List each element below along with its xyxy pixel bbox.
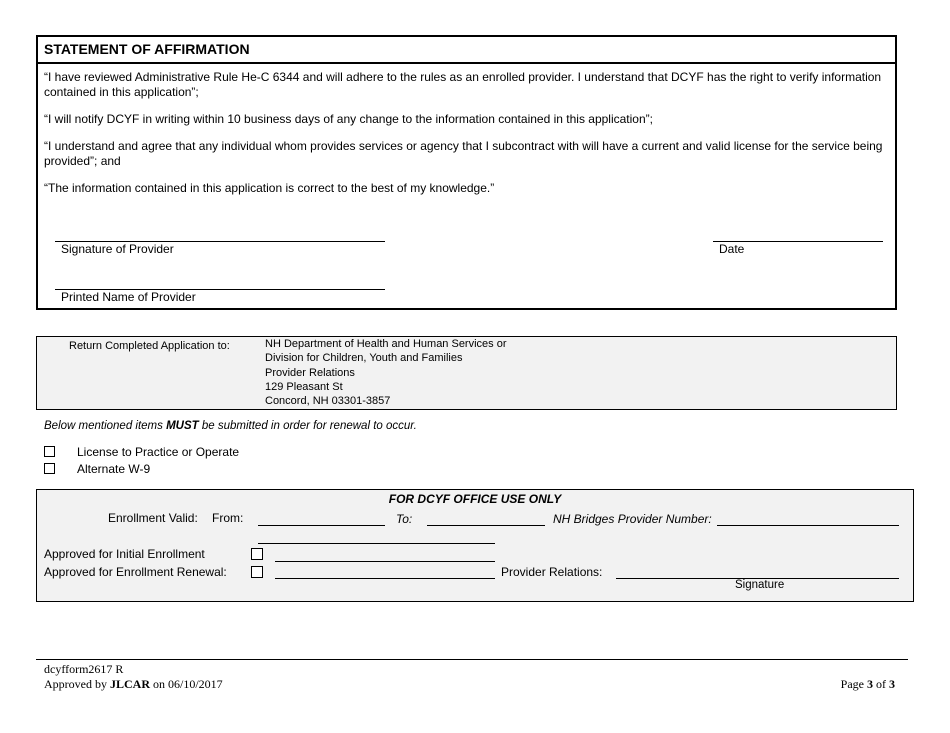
renewal-note-bold: MUST — [166, 420, 199, 432]
printed-name-label: Printed Name of Provider — [61, 290, 196, 304]
affirmation-paragraph-3: “I understand and agree that any individual whom provides services or agency that I subcontract with will have a current and valid license for the service being provided”; and — [44, 139, 883, 168]
affirmation-paragraph-2: “I will notify DCYF in writing within 10 business days of any change to the information contained in this application”; — [44, 112, 653, 126]
address-line: Provider Relations — [265, 366, 355, 379]
initial-enrollment-field[interactable] — [275, 561, 495, 562]
affirmation-section — [36, 35, 897, 310]
initial-enrollment-field-top[interactable] — [258, 543, 495, 544]
office-use-box — [36, 489, 914, 602]
signature-label: Signature of Provider — [61, 242, 174, 256]
address-line: Concord, NH 03301-3857 — [265, 395, 391, 408]
page-number — [841, 677, 895, 692]
affirmation-paragraph-4: “The information contained in this application is correct to the best of my knowledge.” — [44, 181, 495, 195]
page-pre: Page — [840, 677, 867, 691]
initial-enrollment-label: Approved for Initial Enrollment — [44, 547, 205, 561]
return-address — [265, 337, 507, 408]
page-total: 3 — [889, 677, 895, 691]
date-label: Date — [719, 242, 745, 256]
return-address-box — [36, 336, 897, 410]
approval-date: on 06/10/2017 — [150, 677, 223, 691]
page-current: 3 — [867, 677, 873, 691]
approval-line — [44, 677, 223, 692]
from-label: From: — [212, 511, 244, 525]
license-checkbox[interactable] — [44, 446, 55, 457]
address-line: Division for Children, Youth and Families — [265, 352, 463, 365]
enrollment-valid-label: Enrollment Valid: — [108, 511, 198, 525]
renewal-checkbox[interactable] — [251, 566, 263, 578]
form-id: dcyfform2617 R — [44, 662, 124, 676]
footer-divider — [36, 659, 908, 660]
affirmation-title-bar — [38, 37, 895, 64]
w9-checkbox[interactable] — [44, 463, 55, 474]
to-label: To: — [396, 512, 413, 526]
affirmation-title: STATEMENT OF AFFIRMATION — [44, 41, 250, 57]
approval-pre: Approved by — [44, 677, 110, 691]
nh-bridges-field[interactable] — [717, 525, 899, 526]
provider-relations-signature-label: Signature — [735, 579, 785, 591]
page-mid: of — [873, 677, 889, 691]
affirmation-paragraph-1: “I have reviewed Administrative Rule He-C 6344 and will adhere to the rules as an enrolled provider. I understand that DCYF has the right to verify information contained in this application”; — [44, 70, 882, 99]
to-field[interactable] — [427, 525, 545, 526]
renewal-note-post: be submitted in order for renewal to occur. — [198, 420, 417, 432]
office-use-title: FOR DCYF OFFICE USE ONLY — [388, 492, 562, 506]
approval-agency: JLCAR — [110, 677, 151, 691]
initial-enrollment-checkbox[interactable] — [251, 548, 263, 560]
renewal-note-pre: Below mentioned items — [44, 420, 167, 432]
license-label: License to Practice or Operate — [77, 445, 240, 459]
renewal-label: Approved for Enrollment Renewal: — [44, 565, 227, 579]
renewal-field[interactable] — [275, 578, 495, 579]
address-line: NH Department of Health and Human Services or — [265, 338, 507, 350]
return-label: Return Completed Application to: — [69, 340, 230, 352]
from-field[interactable] — [258, 525, 385, 526]
nh-bridges-label: NH Bridges Provider Number: — [553, 512, 712, 526]
renewal-note — [44, 420, 417, 432]
provider-relations-label: Provider Relations: — [501, 565, 603, 579]
w9-label: Alternate W-9 — [77, 462, 151, 476]
address-line: 129 Pleasant St — [265, 380, 343, 393]
